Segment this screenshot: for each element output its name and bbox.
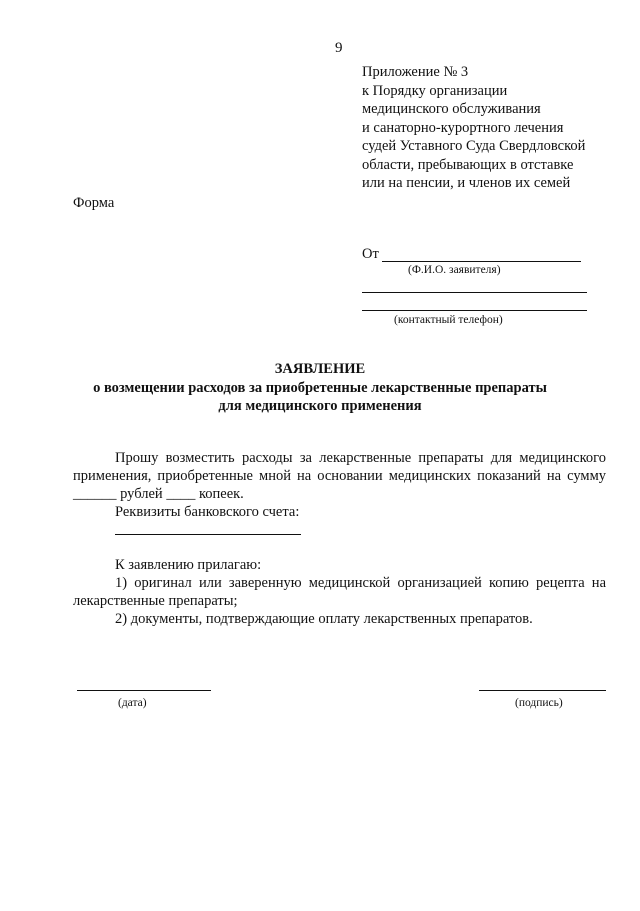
attachment-item-1-cont: лекарственные препараты; <box>73 593 238 609</box>
bank-details-label: Реквизиты банковского счета: <box>115 504 300 520</box>
phone-line[interactable] <box>362 310 587 311</box>
attachments-label: К заявлению прилагаю: <box>115 557 262 573</box>
appendix-line: судей Уставного Суда Свердловской <box>362 138 586 154</box>
signature-line[interactable] <box>479 690 606 691</box>
signature-caption: (подпись) <box>515 697 563 709</box>
from-label: От <box>362 246 379 262</box>
form-label: Форма <box>73 195 115 211</box>
attachment-item-1: 1) оригинал или заверенную медицинской организацией копию рецепта на <box>115 575 606 591</box>
phone-caption: (контактный телефон) <box>394 314 503 326</box>
amount-line: ______ рублей ____ копеек. <box>73 486 244 502</box>
document-subtitle-line1: о возмещении расходов за приобретенные лекарственные препараты <box>93 380 547 396</box>
appendix-line: к Порядку организации <box>362 82 508 99</box>
applicant-name-caption: (Ф.И.О. заявителя) <box>408 264 501 276</box>
body-line-2: применения, приобретенные мной на основании медицинских показаний на сумму <box>73 468 606 484</box>
appendix-line: или на пенсии, и членов их семей <box>362 175 571 191</box>
applicant-name-line[interactable] <box>382 261 581 262</box>
bank-details-line[interactable] <box>115 534 301 535</box>
date-line[interactable] <box>77 690 211 691</box>
document-subtitle-line2: для медицинского применения <box>218 398 422 414</box>
date-caption: (дата) <box>118 697 147 709</box>
appendix-line: Приложение № 3 <box>362 64 469 80</box>
appendix-header <box>362 63 585 193</box>
address-line[interactable] <box>362 292 587 293</box>
body-line-1: Прошу возместить расходы за лекарственные препараты для медицинского <box>115 450 606 466</box>
appendix-line: области, пребывающих в отставке <box>362 156 574 173</box>
appendix-line: медицинского обслуживания <box>362 101 541 117</box>
page-number: 9 <box>335 40 343 56</box>
attachment-item-2: 2) документы, подтверждающие оплату лекарственных препаратов. <box>115 611 533 627</box>
document-title: ЗАЯВЛЕНИЕ <box>274 361 366 377</box>
appendix-line: и санаторно-курортного лечения <box>362 119 564 136</box>
